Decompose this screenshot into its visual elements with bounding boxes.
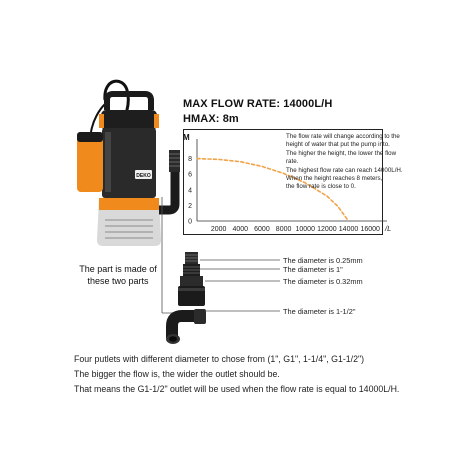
flow-note-line: The flow rate will change according to the — [286, 133, 400, 140]
flow-note-line: the flow rate is close to 0. — [286, 183, 356, 191]
flow-note-line: height of water that put the pump into. — [286, 141, 390, 149]
diameter-callout-2: The diameter is 1" — [283, 265, 343, 274]
x-axis-label: /L — [385, 224, 392, 233]
part-label-line: these two parts — [87, 276, 149, 286]
x-tick-label: 12000 — [317, 226, 337, 233]
description-line: That means the G1-1/2" outlet will be used when the flow rate is equal to 14000L/H. — [74, 384, 400, 394]
pump-top — [101, 110, 157, 130]
x-tick-label: 16000 — [360, 226, 380, 233]
y-tick-label: 2 — [188, 202, 192, 210]
x-tick-label: 2000 — [210, 226, 227, 233]
description-line: Four putlets with different diameter to chose from (1", G1", 1-1/4", G1-1/2") — [74, 354, 365, 364]
flow-note-line: When the height reaches 8 meters, — [286, 175, 383, 183]
x-tick-label: 10000 — [295, 226, 315, 233]
callout-lines — [200, 255, 290, 315]
x-tick-label: 8000 — [275, 226, 292, 233]
x-tick-label: 14000 — [338, 226, 359, 233]
description — [74, 352, 464, 397]
x-tick-label: 6000 — [254, 226, 270, 233]
max-flow-rate: MAX FLOW RATE: 14000L/H — [183, 98, 333, 110]
y-tick-label: 0 — [188, 218, 192, 226]
flow-note-line: The higher the height, the lower the flow rate. — [286, 149, 397, 166]
y-tick-label: 6 — [188, 171, 192, 179]
flow-note-line: The highest flow rate can reach 14000L/H. — [286, 166, 403, 174]
description-line: The bigger the flow is, the wider the outlet should be. — [74, 369, 280, 379]
diameter-callout-3: The diameter is 0.32mm — [283, 277, 363, 286]
diameter-callout-1: The diameter is 0.25mm — [283, 256, 363, 265]
part-label-line: The part is made of — [79, 264, 157, 274]
diameter-callout-4: The diameter is 1-1/2" — [283, 307, 356, 316]
y-axis-label: M — [183, 133, 190, 142]
brand-text: DEKO — [136, 173, 151, 179]
flow-note — [286, 133, 406, 192]
y-tick-label: 4 — [188, 187, 192, 195]
y-tick-label: 8 — [188, 156, 192, 164]
x-tick-label: 4000 — [232, 226, 249, 233]
hmax-value: HMAX: 8m — [183, 113, 239, 125]
